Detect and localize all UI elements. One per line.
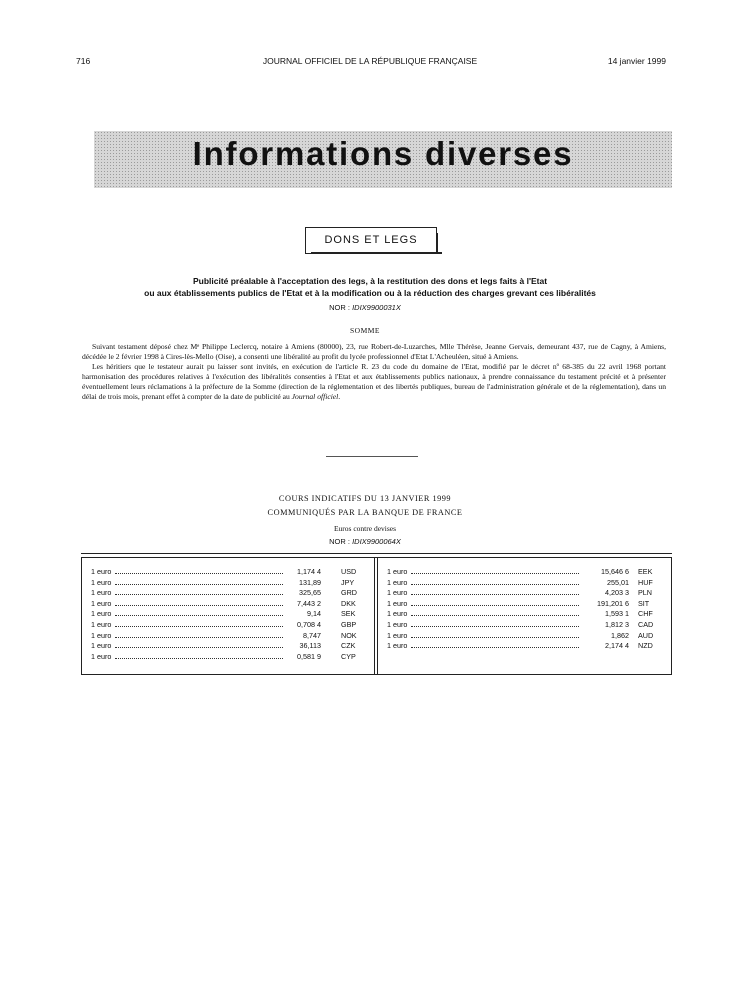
- rate-value: 1,862: [611, 630, 629, 640]
- rate-unit-label: 1 euro: [387, 641, 408, 651]
- section-label-box: DONS ET LEGS: [305, 227, 437, 254]
- rate-row: [91, 587, 363, 598]
- currency-code: CAD: [638, 620, 654, 629]
- journal-officiel-ref: Journal officiel: [291, 392, 339, 402]
- rate-value: 2,174 4: [605, 641, 629, 651]
- nor-reference-1: [200, 303, 530, 312]
- rate-row: [91, 566, 363, 577]
- rate-row: [387, 566, 660, 577]
- nor-label: NOR :: [329, 303, 350, 312]
- paragraph-2-text: Les héritiers que le testateur aurait pu laisser sont invités, en exécution de l'article R. 23 du code du domaine de l'Etat, modifié par le décret nº 68-385 du 22 avril 1968 portant harmonisation des procédures relatives à l'exécution des libéralités consenties à l'Etat et aux établissements publics nationaux, à prendre connaissance du testament précité et à présenter éventuellement leurs réclamations à la préfecture de la Somme (direction de la réglementation et des libertés publiques, bureau de l'administration générale et de la réglementation), dans un délai de trois mois, prenant effet à compter de la date de publicité au: [82, 362, 666, 402]
- rate-row: [387, 587, 660, 598]
- rate-unit-label: 1 euro: [387, 588, 408, 598]
- currency-code: GRD: [341, 588, 357, 598]
- currency-code: EEK: [638, 567, 653, 576]
- dot-leader: [411, 584, 579, 585]
- currency-code: JPY: [341, 577, 355, 587]
- separator-rule: [326, 456, 418, 457]
- dot-leader: [411, 573, 579, 574]
- currency-code: PLN: [638, 588, 652, 598]
- notice-paragraph-2: [82, 362, 666, 402]
- rate-row: [387, 630, 660, 641]
- rate-value: 1,174 4: [297, 567, 321, 576]
- rate-value: 191,201 6: [597, 598, 629, 608]
- rate-value: 15,646 6: [601, 567, 629, 576]
- dot-leader: [115, 658, 283, 659]
- rate-value: 1,812 3: [605, 620, 629, 629]
- paragraph-2-end: .: [338, 392, 341, 402]
- currency-code: NOK: [341, 630, 357, 640]
- rate-unit-label: 1 euro: [387, 630, 408, 640]
- dot-leader: [115, 626, 283, 627]
- dot-leader: [115, 573, 283, 574]
- dot-leader: [115, 647, 283, 648]
- cours-subtitle: Euros contre devises: [333, 524, 397, 533]
- dot-leader: [115, 637, 283, 638]
- rate-value: 0,708 4: [297, 620, 321, 629]
- nor-code: IDIX9900031X: [352, 303, 401, 312]
- rate-value: 255,01: [607, 577, 629, 587]
- rate-value: 325,65: [299, 588, 321, 598]
- rate-row: [91, 577, 363, 588]
- heading-line-1: Publicité préalable à l'acceptation des legs, à la restitution des dons et legs faits à l'Etat: [192, 276, 548, 286]
- rate-unit-label: 1 euro: [387, 577, 408, 587]
- rate-unit-label: 1 euro: [91, 620, 112, 629]
- rate-row: [91, 598, 363, 609]
- journal-title: JOURNAL OFFICIEL DE LA RÉPUBLIQUE FRANÇAISE: [262, 56, 478, 66]
- dot-leader: [115, 605, 283, 606]
- rate-row: [387, 619, 660, 630]
- rate-unit-label: 1 euro: [91, 630, 112, 640]
- rate-unit-label: 1 euro: [387, 620, 408, 629]
- rate-row: [387, 608, 660, 619]
- dot-leader: [411, 626, 579, 627]
- currency-code: AUD: [638, 630, 654, 640]
- rate-row: [387, 640, 660, 651]
- rate-value: 36,113: [299, 641, 321, 651]
- currency-code: DKK: [341, 598, 356, 608]
- rate-row: [387, 598, 660, 609]
- currency-code: USD: [341, 567, 357, 576]
- notice-body: [82, 342, 666, 403]
- heading-line-2: ou aux établissements publics de l'Etat et à la modification ou à la réduction des charges grevant ces libéralités: [144, 288, 596, 298]
- nor-code: IDIX9900064X: [352, 537, 401, 546]
- currency-code: HUF: [638, 577, 653, 587]
- rate-unit-label: 1 euro: [91, 598, 112, 608]
- rate-value: 7,443 2: [297, 598, 321, 608]
- dot-leader: [115, 584, 283, 585]
- currency-code: CYP: [341, 651, 356, 661]
- currency-code: GBP: [341, 620, 357, 629]
- rate-unit-label: 1 euro: [387, 609, 408, 619]
- nor-reference-2: [200, 537, 530, 546]
- rate-unit-label: 1 euro: [91, 577, 112, 587]
- dot-leader: [411, 647, 579, 648]
- rate-unit-label: 1 euro: [91, 651, 112, 661]
- dot-leader: [411, 637, 579, 638]
- banner-title: Informations diverses: [192, 135, 574, 172]
- page-number: 716: [76, 56, 91, 66]
- rate-row: [91, 619, 363, 630]
- rate-value: 0,581 9: [297, 651, 321, 661]
- currency-code: SIT: [638, 598, 650, 608]
- table-top-rule: [81, 553, 672, 554]
- rate-unit-label: 1 euro: [387, 598, 408, 608]
- rate-row: [91, 630, 363, 641]
- rate-unit-label: 1 euro: [91, 588, 112, 598]
- currency-code: CZK: [341, 641, 356, 651]
- dot-leader: [411, 605, 579, 606]
- dot-leader: [411, 594, 579, 595]
- cours-title-line-1: COURS INDICATIFS DU 13 JANVIER 1999: [278, 494, 452, 503]
- rate-value: 9,14: [307, 609, 321, 619]
- currency-code: NZD: [638, 641, 653, 651]
- table-column-divider: [374, 557, 375, 674]
- rate-unit-label: 1 euro: [91, 641, 112, 651]
- rate-row: [91, 640, 363, 651]
- dot-leader: [115, 594, 283, 595]
- currency-code: SEK: [341, 609, 356, 619]
- rate-unit-label: 1 euro: [91, 609, 112, 619]
- notice-paragraph-1: Suivant testament déposé chez Mᵉ Philippe Leclercq, notaire à Amiens (80000), 23, rue Robert-de-Luzarches, Mlle Thérèse, Jeanne Gervais, demeurant 437, rue de Cagny, à Amiens, décédée le 2 février 1998 à Cires-lès-Mello (Oise), a consenti une libéralité au profit du lycée professionnel d'Etat L'Acheuléen, situé à Amiens.: [82, 342, 666, 362]
- dot-leader: [411, 615, 579, 616]
- cours-title-line-2: COMMUNIQUÉS PAR LA BANQUE DE FRANCE: [267, 508, 463, 517]
- section-banner: [94, 131, 672, 188]
- rate-row: [387, 577, 660, 588]
- nor-label: NOR :: [329, 537, 350, 546]
- rate-value: 8,747: [303, 630, 321, 640]
- rate-row: [91, 608, 363, 619]
- rate-row: [91, 651, 363, 662]
- dot-leader: [115, 615, 283, 616]
- rate-value: 1,593 1: [605, 609, 629, 619]
- rate-value: 131,89: [299, 577, 321, 587]
- rate-value: 4,203 3: [605, 588, 629, 598]
- currency-code: CHF: [638, 609, 653, 619]
- rate-unit-label: 1 euro: [91, 567, 112, 576]
- table-column-divider: [377, 557, 378, 674]
- issue-date: 14 janvier 1999: [607, 56, 666, 66]
- department-title: SOMME: [349, 326, 380, 335]
- rate-unit-label: 1 euro: [387, 567, 408, 576]
